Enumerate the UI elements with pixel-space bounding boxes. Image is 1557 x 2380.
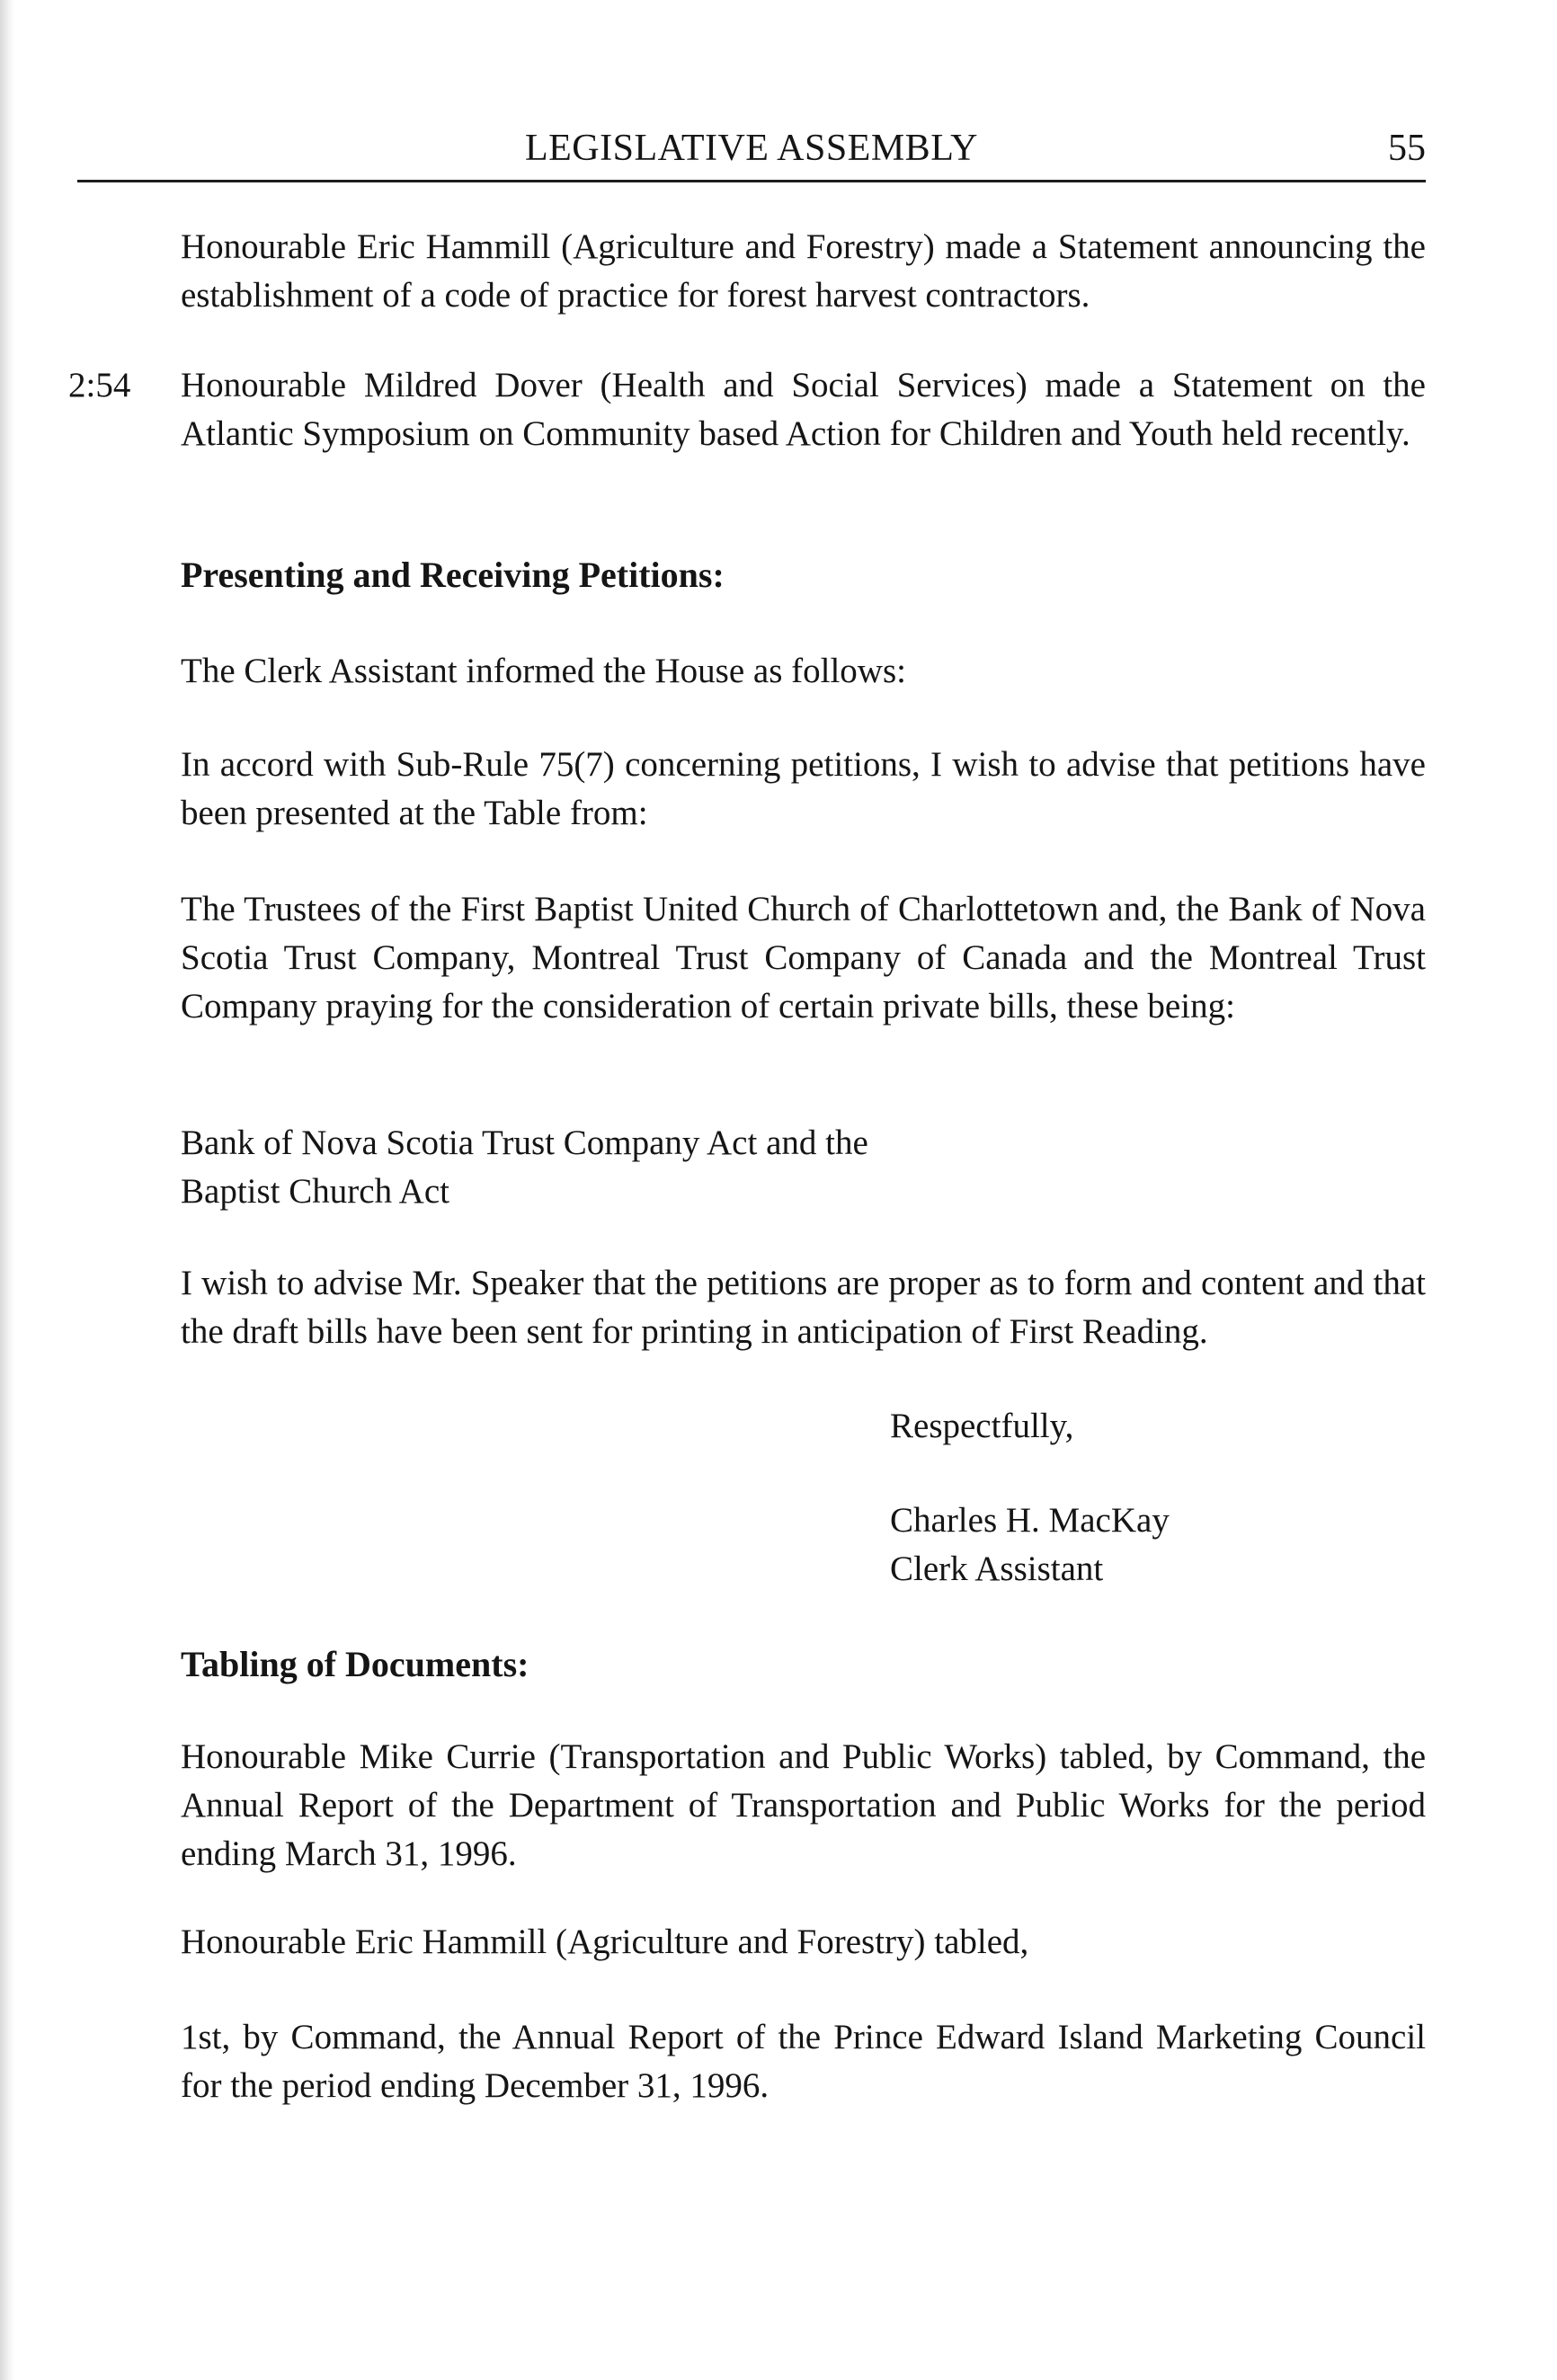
signature-block	[890, 1496, 1393, 1594]
petitions-paragraph-1: In accord with Sub-Rule 75(7) concerning petitions, I wish to advise that petitions have been presented at the Table from:	[181, 745, 1426, 832]
signer-title: Clerk Assistant	[890, 1550, 1104, 1588]
petitions-heading: Presenting and Receiving Petitions:	[181, 555, 725, 595]
petitions-paragraph-3: I wish to advise Mr. Speaker that the petitions are proper as to form and content and that the draft bills have been sent for printing in anticipation of First Reading.	[181, 1264, 1426, 1351]
tabling-heading: Tabling of Documents:	[181, 1644, 529, 1684]
bill-item: Baptist Church Act	[181, 1172, 449, 1211]
page-number: 55	[1388, 128, 1426, 169]
statement-dover: Honourable Mildred Dover (Health and Social Services) made a Statement on the Atlantic Symposium on Community based Action for Children and Youth held recently.	[181, 366, 1426, 453]
header-title: LEGISLATIVE ASSEMBLY	[525, 128, 978, 169]
page-edge-shadow	[0, 0, 14, 2380]
statement-hammill: Honourable Eric Hammill (Agriculture and Forestry) made a Statement announcing the establishment of a code of practice for forest harvest contractors.	[181, 227, 1426, 315]
petitions-intro: The Clerk Assistant informed the House as follows:	[181, 652, 906, 690]
petitions-paragraph-2: The Trustees of the First Baptist United Church of Charlottetown and, the Bank of Nova Scotia Trust Company, Montreal Trust Company of Canada and the Montreal Trust Company praying for the consideration of certain private bills, these being:	[181, 890, 1426, 1026]
closing: Respectfully,	[890, 1407, 1074, 1445]
bill-list	[181, 1119, 1426, 1216]
header-rule	[77, 180, 1426, 182]
tabling-paragraph-1: Honourable Mike Currie (Transportation and Public Works) tabled, by Command, the Annual Report of the Department of Transportation and Public Works for the period ending March 31, 1996.	[181, 1737, 1426, 1873]
page-header	[77, 126, 1426, 183]
bill-item: Bank of Nova Scotia Trust Company Act and the	[181, 1123, 868, 1162]
tabling-paragraph-3: 1st, by Command, the Annual Report of the Prince Edward Island Marketing Council for the period ending December 31, 1996.	[181, 2018, 1426, 2105]
timestamp: 2:54	[68, 366, 131, 404]
signer-name: Charles H. MacKay	[890, 1501, 1170, 1540]
tabling-paragraph-2: Honourable Eric Hammill (Agriculture and Forestry) tabled,	[181, 1923, 1029, 1961]
